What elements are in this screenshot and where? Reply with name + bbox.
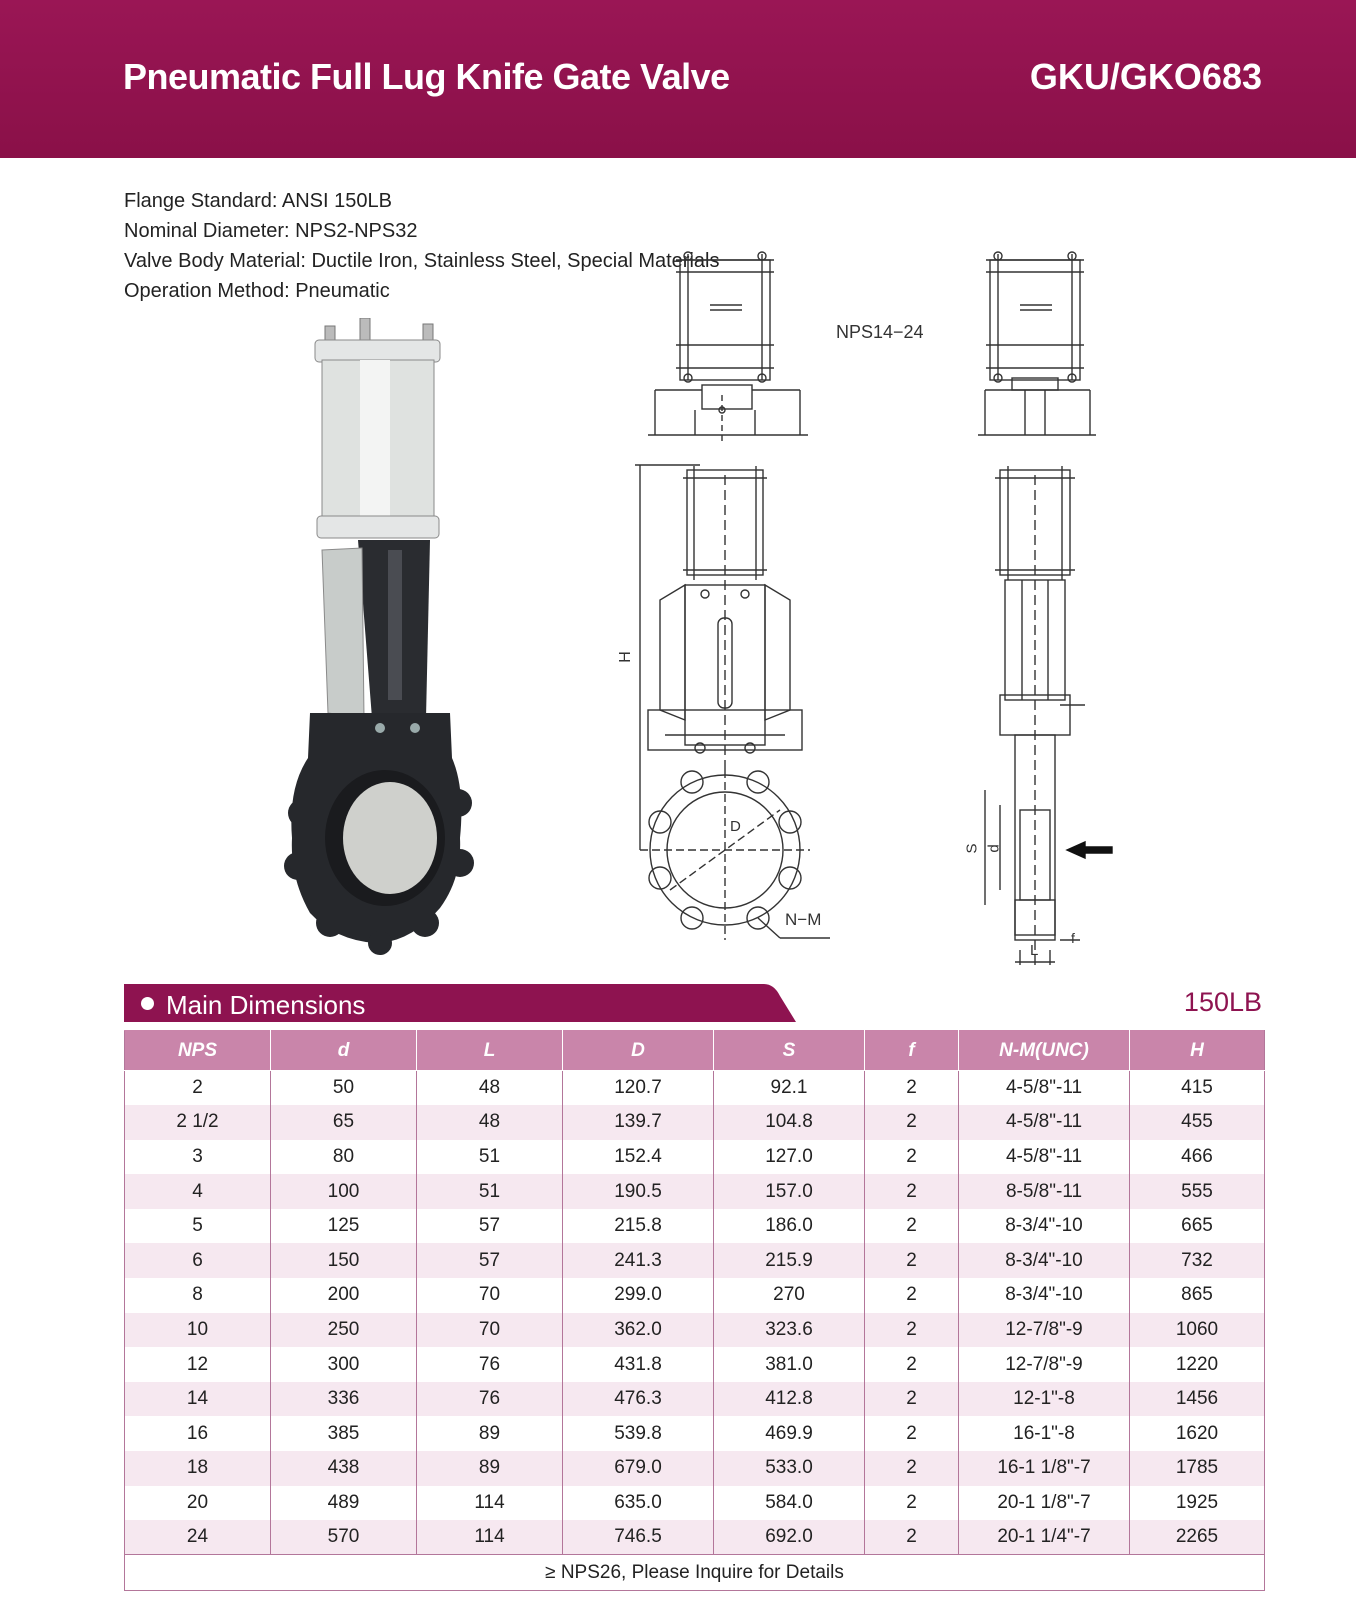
table-cell: 18 xyxy=(125,1451,271,1486)
table-cell: 4 xyxy=(125,1174,271,1209)
table-cell: 150 xyxy=(271,1243,417,1278)
table-cell: 2 xyxy=(865,1105,959,1140)
table-cell: 51 xyxy=(417,1140,563,1175)
table-cell: 12-7/8"-9 xyxy=(959,1313,1130,1348)
table-cell: 8-3/4"-10 xyxy=(959,1209,1130,1244)
table-cell: 20-1 1/8"-7 xyxy=(959,1486,1130,1521)
table-cell: 2 xyxy=(865,1416,959,1451)
table-cell: 16-1 1/8"-7 xyxy=(959,1451,1130,1486)
table-cell: 2 xyxy=(865,1486,959,1521)
table-cell: 51 xyxy=(417,1174,563,1209)
spec-operation-method: Operation Method: Pneumatic xyxy=(124,280,390,302)
table-cell: 76 xyxy=(417,1347,563,1382)
table-cell: 127.0 xyxy=(714,1140,865,1175)
table-cell: 10 xyxy=(125,1313,271,1348)
table-cell: 65 xyxy=(271,1105,417,1140)
table-cell: 157.0 xyxy=(714,1174,865,1209)
side-view xyxy=(985,466,1112,970)
table-cell: 2 xyxy=(865,1313,959,1348)
table-row xyxy=(125,1486,1265,1521)
table-cell: 114 xyxy=(417,1486,563,1521)
table-cell: 412.8 xyxy=(714,1382,865,1417)
top-side-view xyxy=(978,252,1096,435)
table-cell: 323.6 xyxy=(714,1313,865,1348)
table-cell: 2 1/2 xyxy=(125,1105,271,1140)
table-cell: 455 xyxy=(1130,1105,1265,1140)
table-cell: 250 xyxy=(271,1313,417,1348)
table-cell: 336 xyxy=(271,1382,417,1417)
table-cell: 76 xyxy=(417,1382,563,1417)
model-code: GKU/GKO683 xyxy=(1029,56,1262,97)
table-cell: 16 xyxy=(125,1416,271,1451)
table-cell: 14 xyxy=(125,1382,271,1417)
table-cell: 2 xyxy=(865,1347,959,1382)
table-cell: 555 xyxy=(1130,1174,1265,1209)
table-cell: 732 xyxy=(1130,1243,1265,1278)
table-cell: 584.0 xyxy=(714,1486,865,1521)
table-cell: 2 xyxy=(125,1071,271,1106)
table-cell: 8-3/4"-10 xyxy=(959,1278,1130,1313)
spec-body-material: Valve Body Material: Ductile Iron, Stainless Steel, Special Materials xyxy=(124,250,720,272)
table-header-row xyxy=(125,1031,1265,1071)
table-cell: 1925 xyxy=(1130,1486,1265,1521)
front-view xyxy=(635,465,830,940)
table-row xyxy=(125,1347,1265,1382)
table-cell: 299.0 xyxy=(563,1278,714,1313)
col-header-D: D xyxy=(563,1031,714,1071)
table-cell: 8-5/8"-11 xyxy=(959,1174,1130,1209)
table-cell: 2 xyxy=(865,1071,959,1106)
table-cell: 438 xyxy=(271,1451,417,1486)
table-cell: 215.8 xyxy=(563,1209,714,1244)
dim-label-S: S xyxy=(963,843,981,854)
table-cell: 692.0 xyxy=(714,1520,865,1555)
table-cell: 385 xyxy=(271,1416,417,1451)
table-cell: 381.0 xyxy=(714,1347,865,1382)
table-cell: 679.0 xyxy=(563,1451,714,1486)
table-cell: 466 xyxy=(1130,1140,1265,1175)
table-cell: 20-1 1/4"-7 xyxy=(959,1520,1130,1555)
table-cell: 489 xyxy=(271,1486,417,1521)
col-header-nps: NPS xyxy=(125,1031,271,1071)
table-cell: 12 xyxy=(125,1347,271,1382)
table-cell: 100 xyxy=(271,1174,417,1209)
table-cell: 12-7/8"-9 xyxy=(959,1347,1130,1382)
col-header-nm: N-M(UNC) xyxy=(959,1031,1130,1071)
table-row xyxy=(125,1209,1265,1244)
table-cell: 1620 xyxy=(1130,1416,1265,1451)
top-front-view xyxy=(648,252,808,445)
table-row xyxy=(125,1520,1265,1555)
table-cell: 186.0 xyxy=(714,1209,865,1244)
table-cell: 2265 xyxy=(1130,1520,1265,1555)
table-row xyxy=(125,1105,1265,1140)
dim-label-L: L xyxy=(1030,942,1039,959)
table-footnote: ≥ NPS26, Please Inquire for Details xyxy=(125,1555,1265,1591)
table-cell: 104.8 xyxy=(714,1105,865,1140)
table-cell: 2 xyxy=(865,1209,959,1244)
col-header-f: f xyxy=(865,1031,959,1071)
dim-label-d: d xyxy=(985,844,1003,853)
table-cell: 3 xyxy=(125,1140,271,1175)
dim-label-f: f xyxy=(1071,930,1075,946)
table-cell: 80 xyxy=(271,1140,417,1175)
dim-label-NM: N−M xyxy=(785,910,822,929)
table-cell: 2 xyxy=(865,1278,959,1313)
table-row xyxy=(125,1313,1265,1348)
table-cell: 4-5/8"-11 xyxy=(959,1140,1130,1175)
dimensions-table xyxy=(124,1030,1265,1591)
table-row xyxy=(125,1416,1265,1451)
table-cell: 48 xyxy=(417,1105,563,1140)
table-cell: 125 xyxy=(271,1209,417,1244)
table-row xyxy=(125,1278,1265,1313)
table-cell: 8 xyxy=(125,1278,271,1313)
table-row xyxy=(125,1382,1265,1417)
table-cell: 152.4 xyxy=(563,1140,714,1175)
table-row xyxy=(125,1071,1265,1106)
table-cell: 2 xyxy=(865,1174,959,1209)
table-cell: 1060 xyxy=(1130,1313,1265,1348)
table-cell: 215.9 xyxy=(714,1243,865,1278)
table-cell: 57 xyxy=(417,1243,563,1278)
table-cell: 665 xyxy=(1130,1209,1265,1244)
dim-label-H: H xyxy=(616,651,634,663)
table-cell: 865 xyxy=(1130,1278,1265,1313)
table-row xyxy=(125,1140,1265,1175)
table-cell: 746.5 xyxy=(563,1520,714,1555)
table-cell: 4-5/8"-11 xyxy=(959,1071,1130,1106)
table-cell: 12-1"-8 xyxy=(959,1382,1130,1417)
table-cell: 48 xyxy=(417,1071,563,1106)
table-cell: 89 xyxy=(417,1416,563,1451)
bullet-icon xyxy=(141,997,154,1010)
table-cell: 2 xyxy=(865,1451,959,1486)
table-body xyxy=(125,1071,1265,1555)
page-title: Pneumatic Full Lug Knife Gate Valve xyxy=(123,56,730,97)
table-cell: 570 xyxy=(271,1520,417,1555)
col-header-H: H xyxy=(1130,1031,1265,1071)
table-cell: 1785 xyxy=(1130,1451,1265,1486)
table-cell: 24 xyxy=(125,1520,271,1555)
table-cell: 469.9 xyxy=(714,1416,865,1451)
range-label: NPS14−24 xyxy=(836,322,924,342)
table-cell: 539.8 xyxy=(563,1416,714,1451)
table-cell: 476.3 xyxy=(563,1382,714,1417)
table-row xyxy=(125,1451,1265,1486)
table-cell: 5 xyxy=(125,1209,271,1244)
pressure-rating: 150LB xyxy=(1183,987,1262,1017)
table-cell: 241.3 xyxy=(563,1243,714,1278)
table-cell: 8-3/4"-10 xyxy=(959,1243,1130,1278)
table-cell: 92.1 xyxy=(714,1071,865,1106)
table-cell: 1220 xyxy=(1130,1347,1265,1382)
valve-photo xyxy=(280,318,480,958)
dim-label-D: D xyxy=(730,818,741,835)
spec-nominal-diameter: Nominal Diameter: NPS2-NPS32 xyxy=(124,220,418,242)
table-cell: 120.7 xyxy=(563,1071,714,1106)
table-cell: 2 xyxy=(865,1520,959,1555)
section-heading xyxy=(124,984,804,1022)
table-cell: 415 xyxy=(1130,1071,1265,1106)
spec-flange-standard: Flange Standard: ANSI 150LB xyxy=(124,190,392,212)
table-cell: 57 xyxy=(417,1209,563,1244)
header-banner xyxy=(0,0,1356,158)
table-cell: 50 xyxy=(271,1071,417,1106)
table-cell: 200 xyxy=(271,1278,417,1313)
table-cell: 2 xyxy=(865,1140,959,1175)
table-cell: 70 xyxy=(417,1313,563,1348)
table-cell: 431.8 xyxy=(563,1347,714,1382)
col-header-d: d xyxy=(271,1031,417,1071)
col-header-S: S xyxy=(714,1031,865,1071)
table-footer-row xyxy=(125,1555,1265,1591)
table-cell: 139.7 xyxy=(563,1105,714,1140)
table-cell: 70 xyxy=(417,1278,563,1313)
table-cell: 300 xyxy=(271,1347,417,1382)
table-cell: 20 xyxy=(125,1486,271,1521)
table-cell: 190.5 xyxy=(563,1174,714,1209)
section-title: Main Dimensions xyxy=(166,990,366,1020)
technical-drawings xyxy=(616,250,1150,990)
col-header-L: L xyxy=(417,1031,563,1071)
table-cell: 533.0 xyxy=(714,1451,865,1486)
table-cell: 270 xyxy=(714,1278,865,1313)
table-cell: 2 xyxy=(865,1382,959,1417)
table-row xyxy=(125,1243,1265,1278)
table-cell: 1456 xyxy=(1130,1382,1265,1417)
table-row xyxy=(125,1174,1265,1209)
table-cell: 89 xyxy=(417,1451,563,1486)
table-cell: 6 xyxy=(125,1243,271,1278)
table-cell: 362.0 xyxy=(563,1313,714,1348)
table-cell: 635.0 xyxy=(563,1486,714,1521)
table-cell: 2 xyxy=(865,1243,959,1278)
table-cell: 114 xyxy=(417,1520,563,1555)
table-cell: 16-1"-8 xyxy=(959,1416,1130,1451)
table-cell: 4-5/8"-11 xyxy=(959,1105,1130,1140)
